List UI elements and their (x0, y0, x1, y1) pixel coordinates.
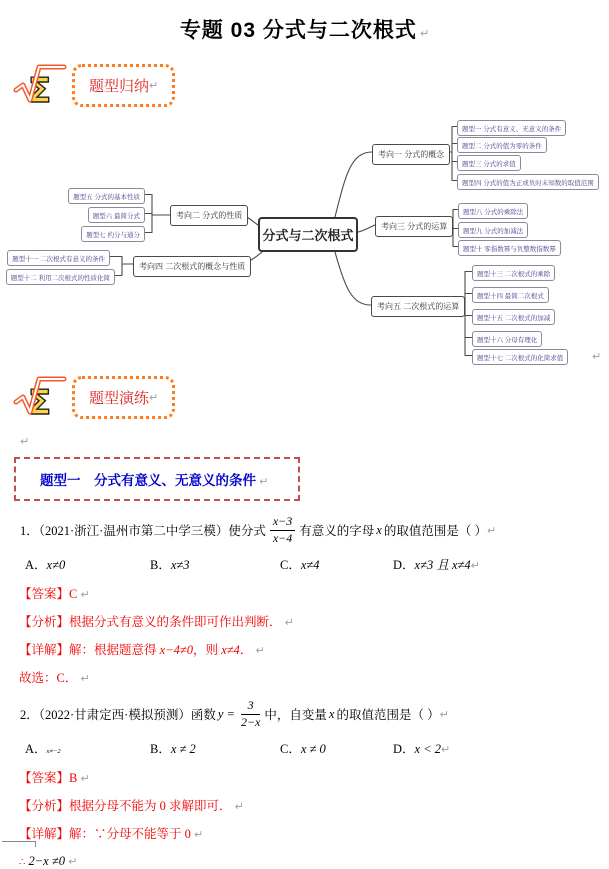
pilcrow-mark: ↵ (80, 772, 90, 785)
mindmap-leaf-node: 题型十 零指数幂与负整数指数幂 (458, 240, 561, 256)
fraction (241, 699, 260, 730)
title-row (0, 0, 609, 44)
analysis-text: 根据分式有意义的条件即可作出判断． (69, 615, 282, 629)
option-c (280, 739, 393, 757)
mindmap-leaf-node: 题型五 分式的基本性质 (68, 188, 145, 204)
question-1-options (25, 555, 609, 573)
answer-value: B (69, 771, 78, 785)
choice-1-line (19, 668, 609, 685)
pilcrow-mark: ↵ (470, 559, 480, 572)
option-value: x≠4 (300, 558, 320, 572)
math-variable: y = (217, 706, 235, 721)
math-variable: x (328, 706, 335, 721)
detail-label: 【详解】 (19, 827, 70, 841)
detail-2-line (19, 824, 609, 841)
option-a (25, 739, 150, 757)
sigma-radical-logo-icon (14, 62, 66, 111)
mindmap-leaf-node: 题型二 分式的值为零的条件 (457, 137, 547, 153)
option-value: x≠−2 (46, 748, 61, 755)
option-b (150, 555, 280, 573)
pilcrow-mark: ↵ (68, 855, 78, 868)
fraction-numerator: x−3 (270, 515, 295, 531)
mindmap-leaf-node: 题型八 分式的乘除法 (458, 203, 528, 219)
mindmap-leaf-node: 题型七 约分与通分 (81, 226, 145, 242)
mindmap-leaf-node: 题型十二 利用二次根式的性质化简 (6, 269, 115, 285)
option-key: C． (280, 558, 301, 572)
answer-label: 【答案】 (19, 587, 70, 601)
pilcrow-mark: ↵ (592, 350, 602, 363)
choice-text: 故选：C． (19, 671, 78, 685)
final-math-line (19, 854, 609, 869)
mindmap-leaf-node: 题型十五 二次根式的加减 (472, 309, 555, 325)
pilcrow-mark: ↵ (419, 27, 430, 40)
detail-text: 解：∵分母不能等于 0 (69, 827, 191, 841)
option-d (393, 739, 450, 757)
mindmap-leaf-node: 题型十七 二次根式的化简求值 (472, 349, 568, 365)
pilcrow-mark: ↵ (194, 828, 204, 841)
question-1-text: 的取值范围是（ ） (383, 524, 487, 538)
detail-text: ． (239, 643, 253, 657)
mindmap-center-node: 分式与二次根式 (258, 217, 358, 252)
question-1 (20, 513, 609, 547)
pilcrow-mark: ↵ (486, 523, 497, 537)
option-value: x ≠ 2 (170, 742, 196, 756)
pilcrow-mark: ↵ (234, 800, 244, 813)
mindmap-leaf-node: 题型三 分式的求值 (457, 155, 521, 171)
mindmap-branch-kaoxiang4: 考向四 二次根式的概念与性质 (133, 256, 251, 277)
mindmap-branch-kaoxiang5: 考向五 二次根式的运算 (371, 296, 465, 317)
fraction-denominator: 2−x (240, 714, 261, 729)
section-yanlian (14, 372, 609, 422)
pilcrow-mark: ↵ (439, 707, 449, 721)
guina-dotted-box (72, 64, 175, 107)
option-key: C． (280, 742, 301, 756)
detail-text: ，则 (193, 643, 222, 657)
pilcrow-mark: ↵ (259, 475, 269, 488)
pilcrow-mark: ↵ (80, 672, 90, 685)
analysis-1-line (19, 612, 609, 629)
section-guina (14, 60, 609, 110)
mindmap-leaf-node: 题型十三 二次根式的乘除 (472, 265, 555, 281)
page-title: 专题 03 分式与二次根式 (179, 19, 417, 42)
answer-label: 【答案】 (19, 771, 70, 785)
question-1-text: 有意义的字母 (299, 524, 375, 538)
detail-text: 解：根据题意得 (69, 643, 160, 657)
option-value: x≠0 (46, 558, 66, 572)
exercise-header-box (14, 457, 300, 501)
mindmap-diagram (0, 112, 609, 368)
option-value: x≠3 且 x≠4 (414, 558, 471, 572)
final-math: 2−x ≠0 (28, 854, 65, 868)
question-2-text: 2．（2022·甘肃定西·模拟预测）函数 (20, 708, 216, 722)
option-c (280, 555, 393, 573)
exercise-header-label: 题型一 分式有意义、无意义的条件 (40, 473, 256, 488)
option-a (25, 555, 150, 573)
question-1-text: 1．（2021·浙江·温州市第二中学三模）使分式 (20, 524, 266, 538)
question-2-options (25, 739, 609, 757)
option-key: A． (25, 742, 47, 756)
pilcrow-mark: ↵ (149, 390, 159, 404)
option-key: D． (393, 558, 415, 572)
answer-2-line (19, 768, 609, 785)
option-key: B． (150, 742, 171, 756)
svg-text:Σ: Σ (28, 71, 52, 111)
option-value: x≠3 (170, 558, 190, 572)
option-d (393, 555, 480, 573)
analysis-text: 根据分母不能为 0 求解即可． (69, 799, 232, 813)
fraction-numerator: 3 (241, 699, 260, 715)
mindmap-leaf-node: 题型四 分式的值为正或负时未知数的取值范围 (457, 174, 599, 190)
option-value: x ≠ 0 (300, 742, 326, 756)
option-key: D． (393, 742, 415, 756)
pilcrow-mark: ↵ (255, 644, 265, 657)
guina-label: 题型归纳 (89, 77, 150, 95)
mindmap-branch-kaoxiang2: 考向二 分式的性质 (170, 205, 248, 226)
pilcrow-mark: ↵ (80, 588, 90, 601)
therefore-symbol: ∴ (19, 857, 26, 868)
yanlian-label: 题型演练 (89, 389, 150, 407)
detail-math: x≠4 (221, 643, 240, 657)
option-value: x < 2 (414, 742, 442, 756)
yanlian-dotted-box (72, 376, 175, 419)
detail-math: x−4≠0 (159, 643, 193, 657)
mindmap-leaf-node: 题型十一 二次根式有意义的条件 (7, 250, 110, 266)
detail-1-line (19, 640, 609, 657)
answer-1-line (19, 584, 609, 601)
option-key: A． (25, 558, 47, 572)
mindmap-leaf-node: 题型一 分式有意义、无意义的条件 (457, 120, 566, 136)
option-b (150, 739, 280, 757)
fraction (270, 515, 295, 546)
pilcrow-mark: ↵ (441, 743, 451, 756)
svg-text:Σ: Σ (28, 383, 52, 423)
answer-value: C (69, 587, 78, 601)
analysis-label: 【分析】 (19, 799, 70, 813)
pilcrow-mark: ↵ (149, 78, 159, 92)
pilcrow-mark: ↵ (284, 616, 294, 629)
question-2-text: 的取值范围是（ ） (336, 708, 440, 722)
fraction-denominator: x−4 (272, 530, 293, 545)
analysis-2-line (19, 796, 609, 813)
mindmap-leaf-node: 题型十四 最简二次根式 (472, 287, 549, 303)
question-2-text: 中，自变量 (264, 708, 327, 722)
mindmap-leaf-node: 题型十六 分母有理化 (472, 331, 542, 347)
mindmap-branch-kaoxiang3: 考向三 分式的运算 (375, 216, 453, 237)
mindmap-leaf-node: 题型九 分式的加减法 (458, 222, 528, 238)
detail-label: 【详解】 (19, 643, 70, 657)
mindmap-branch-kaoxiang1: 考向一 分式的概念 (372, 144, 450, 165)
sigma-radical-logo-icon (14, 374, 66, 423)
analysis-label: 【分析】 (19, 615, 70, 629)
cutoff-box-fragment (2, 841, 36, 847)
option-key: B． (150, 558, 171, 572)
empty-paragraph (20, 434, 609, 449)
mindmap-leaf-node: 题型六 最简分式 (88, 207, 145, 223)
pilcrow-mark: ↵ (20, 435, 30, 448)
math-variable: x (376, 522, 382, 537)
question-2 (20, 697, 609, 731)
